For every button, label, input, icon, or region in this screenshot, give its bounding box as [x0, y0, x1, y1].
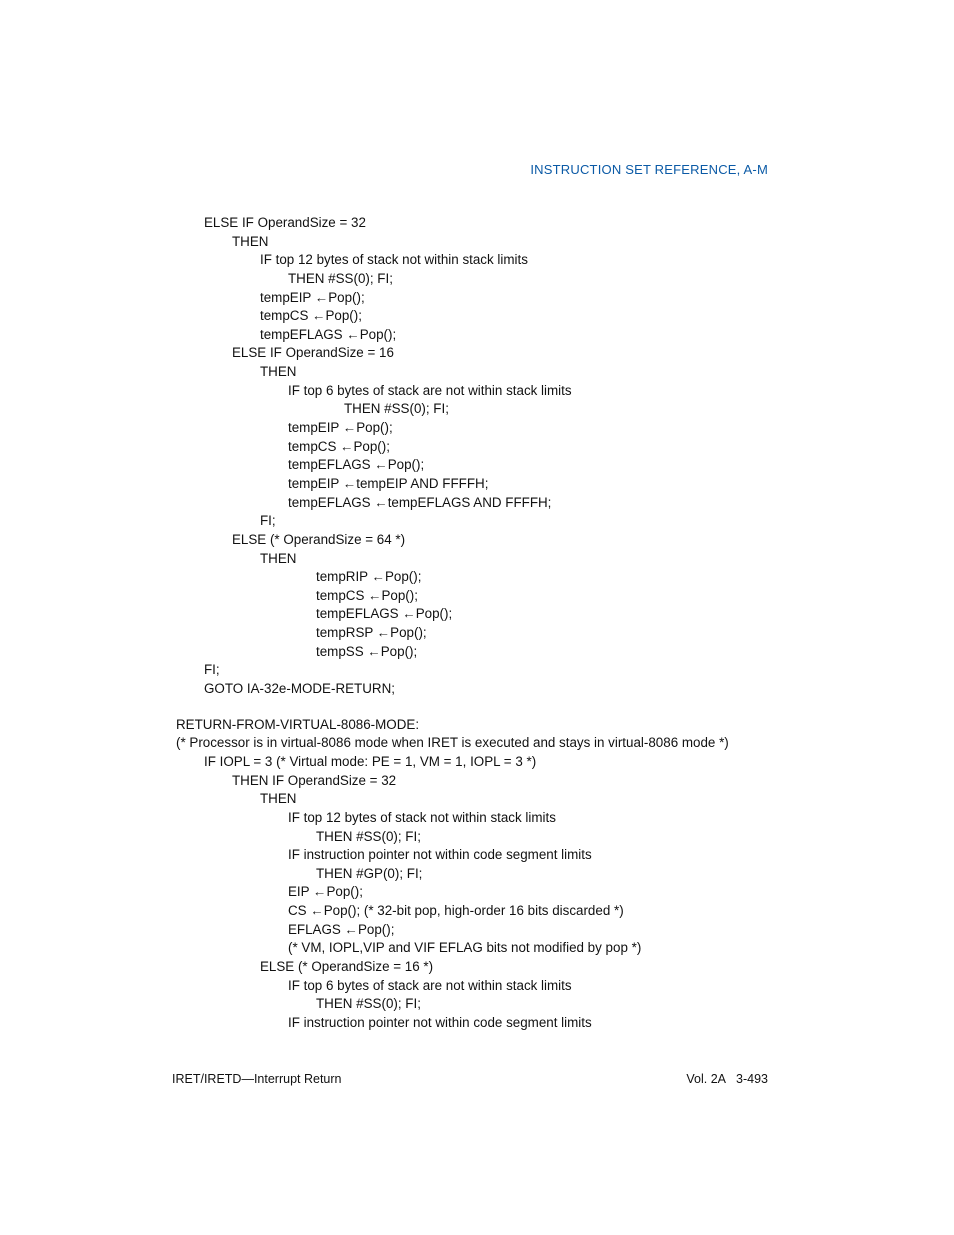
code-line: ELSE (* OperandSize = 16 *)	[260, 958, 434, 974]
code-line: tempEFLAGS ←tempEFLAGS AND FFFFH;	[288, 494, 552, 510]
code-line: ELSE IF OperandSize = 16	[232, 345, 394, 361]
code-line: RETURN-FROM-VIRTUAL-8086-MODE:	[176, 716, 420, 732]
code-line: tempEIP ←tempEIP AND FFFFH;	[288, 475, 489, 491]
code-line: THEN #SS(0); FI;	[316, 828, 421, 844]
code-line: EIP ←Pop();	[288, 884, 363, 900]
code-line: tempRSP ←Pop();	[316, 625, 427, 641]
code-line: THEN	[232, 233, 269, 249]
footer-page-ref	[686, 1072, 768, 1086]
code-line: THEN	[260, 364, 297, 380]
code-line: ELSE IF OperandSize = 32	[204, 215, 366, 230]
code-line: ELSE (* OperandSize = 64 *)	[232, 531, 406, 547]
page-footer	[172, 1072, 768, 1086]
code-line: IF instruction pointer not within code segment limits	[288, 847, 592, 863]
code-line: tempCS ←Pop();	[288, 438, 390, 454]
code-line: IF top 12 bytes of stack not within stack limits	[288, 809, 556, 825]
code-line: tempEFLAGS ←Pop();	[316, 606, 453, 622]
code-line: THEN #SS(0); FI;	[316, 996, 421, 1012]
code-line: tempCS ←Pop();	[260, 308, 362, 324]
running-header: INSTRUCTION SET REFERENCE, A-M	[530, 162, 768, 177]
code-line: THEN	[260, 791, 297, 807]
code-line: CS ←Pop(); (* 32-bit pop, high-order 16 bits discarded *)	[288, 903, 624, 919]
code-line: IF instruction pointer not within code segment limits	[288, 1014, 592, 1030]
code-line: tempEIP ←Pop();	[260, 289, 365, 305]
code-line	[176, 699, 796, 716]
code-line: THEN	[260, 550, 297, 566]
code-line: IF top 6 bytes of stack are not within stack limits	[288, 382, 572, 398]
code-line: tempEFLAGS ←Pop();	[260, 326, 397, 342]
code-line: tempEFLAGS ←Pop();	[288, 457, 425, 473]
code-line: THEN #SS(0); FI;	[288, 270, 393, 286]
pseudocode-block	[176, 214, 796, 1033]
code-line: EFLAGS ←Pop();	[288, 921, 395, 937]
footer-section-title: IRET/IRETD—Interrupt Return	[172, 1072, 342, 1086]
code-line: tempSS ←Pop();	[316, 643, 418, 659]
code-line: FI;	[260, 513, 276, 529]
code-line: THEN #GP(0); FI;	[316, 865, 423, 881]
footer-page-number: 3-493	[736, 1072, 768, 1086]
code-line: IF top 12 bytes of stack not within stack limits	[260, 252, 528, 268]
footer-volume: Vol. 2A	[686, 1072, 727, 1086]
code-line: IF top 6 bytes of stack are not within stack limits	[288, 977, 572, 993]
code-line: tempCS ←Pop();	[316, 587, 418, 603]
code-line: tempRIP ←Pop();	[316, 569, 422, 585]
code-line: GOTO IA-32e-MODE-RETURN;	[204, 681, 395, 697]
code-line: THEN #SS(0); FI;	[344, 401, 449, 417]
code-line: (* VM, IOPL,VIP and VIF EFLAG bits not modified by pop *)	[288, 940, 642, 956]
code-line: IF IOPL = 3 (* Virtual mode: PE = 1, VM = 1, IOPL = 3 *)	[204, 753, 537, 769]
code-line: tempEIP ←Pop();	[288, 420, 393, 436]
code-line: THEN IF OperandSize = 32	[232, 772, 397, 788]
code-line: FI;	[204, 662, 220, 678]
code-line: (* Processor is in virtual-8086 mode when IRET is executed and stays in virtual-8086 mode *)	[176, 735, 729, 751]
